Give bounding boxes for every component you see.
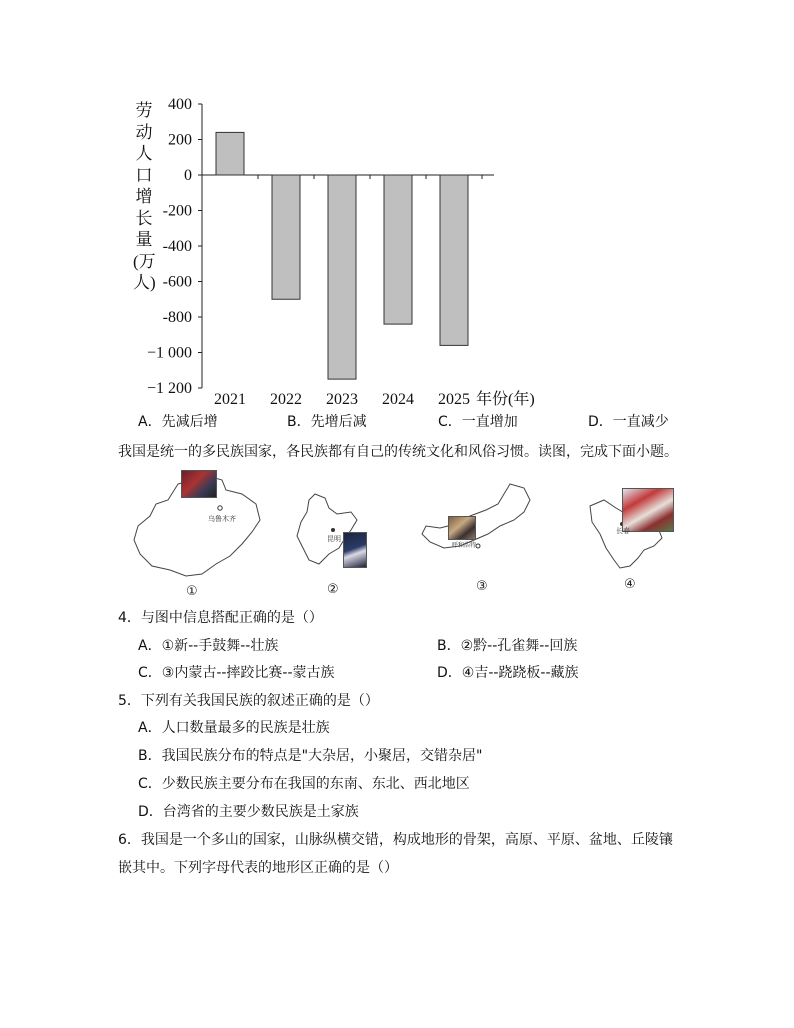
map-inner-mongolia [420,482,540,554]
y-tick-label: -800 [162,309,192,326]
y-tick-label: 400 [168,96,192,113]
q3-option-c: C．一直增加 [438,414,518,430]
q5-stem: 5．下列有关我国民族的叙述正确的是（） [118,693,379,709]
wrestling-photo [448,516,476,540]
q4-option-c: C．③内蒙古--摔跤比赛--蒙古族 [138,665,335,681]
map-number-4: ④ [624,577,636,592]
map-number-2: ② [327,582,339,597]
peacock-dance-photo [343,532,367,568]
map-city-label: 昆明 [327,535,341,543]
map-city-label: 呼和浩特 [452,542,477,549]
map-jilin [586,486,676,574]
x-axis-label: 年份(年) [476,391,535,408]
q4-option-d: D．④吉--跷跷板--藏族 [437,665,579,681]
y-tick-label: -400 [162,238,192,255]
question-group-intro: 我国是统一的多民族国家，各民族都有自己的传统文化和风俗习惯。读图，完成下面小题。 [118,444,678,460]
q3-option-a: A．先减后增 [138,414,218,430]
map-xinjiang [130,470,265,580]
bar-2022 [272,175,300,299]
q3-option-b: B．先增后减 [287,414,367,430]
bar-2023 [328,175,356,379]
chart-y-axis-label: 劳动人口增长量(万人) [133,101,156,292]
map-number-1: ① [186,584,198,599]
q4-option-b: B．②黔--孔雀舞--回族 [437,638,578,654]
y-tick-label: −1 000 [146,344,192,362]
q5-option-d: D．台湾省的主要少数民族是土家族 [138,804,359,820]
bar-2024 [384,175,412,324]
q6-stem-line2: 嵌其中。下列字母代表的地形区正确的是（） [118,860,398,876]
x-tick-label: 2024 [382,391,414,408]
q4-stem: 4．与图中信息搭配正确的是（） [118,610,323,626]
q5-option-c: C．少数民族主要分布在我国的东南、东北、西北地区 [138,776,470,792]
q5-option-a: A．人口数量最多的民族是壮族 [138,720,330,736]
hand-drum-dance-photo [181,470,217,498]
y-tick-label: -600 [162,273,192,291]
bar-2021 [216,132,244,175]
map-yunnan [293,490,373,570]
y-tick-label: 200 [168,131,192,149]
x-tick-label: 2023 [326,391,358,408]
map-city-label: 长春 [616,527,630,535]
y-tick-label: −1 200 [146,380,192,397]
x-tick-label: 2022 [270,391,302,408]
bar-2025 [440,175,468,345]
x-tick-label: 2021 [214,391,246,408]
q4-option-a: A．①新--手鼓舞--壮族 [138,638,279,654]
x-tick-label: 2025 [438,391,470,408]
q3-option-d: D．一直减少 [588,414,669,430]
q5-option-b: B．我国民族分布的特点是"大杂居，小聚居，交错杂居" [138,748,483,764]
labor-population-bar-chart [120,92,560,412]
y-tick-label: 0 [184,167,192,184]
inner-mongolia-outline [420,482,540,554]
map-city-label: 乌鲁木齐 [208,515,236,523]
y-tick-label: -200 [162,202,192,220]
q6-stem-line1: 6．我国是一个多山的国家，山脉纵横交错，构成地形的骨架，高原、平原、盆地、丘陵镶 [118,832,673,848]
map-number-3: ③ [476,579,488,594]
